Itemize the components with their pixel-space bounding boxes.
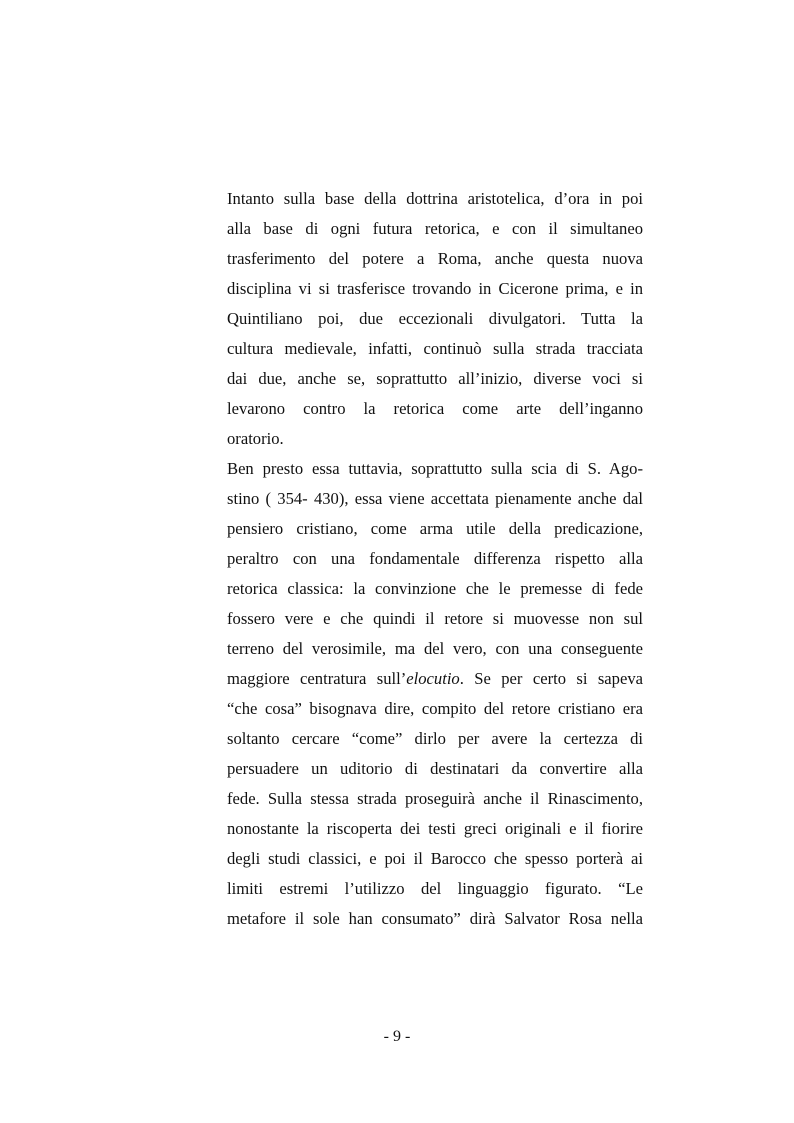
text-line: levarono contro la retorica come arte dell’inganno <box>227 399 643 418</box>
text-line: limiti estremi l’utilizzo del linguaggio figurato. “Le <box>227 879 643 898</box>
text-line: fossero vere e che quindi il retore si muovesse non sul <box>227 609 643 628</box>
text-line: Quintiliano poi, due eccezionali divulgatori. Tutta la <box>227 309 643 328</box>
text-line: persuadere un uditorio di destinatari da convertire alla <box>227 759 643 778</box>
text-line: peraltro con una fondamentale differenza rispetto alla <box>227 549 643 568</box>
text-line: maggiore centratura sull’elocutio. Se per certo si sapeva <box>227 669 643 688</box>
text-line: dai due, anche se, soprattutto all’inizio, diverse voci si <box>227 369 643 388</box>
text-line: alla base di ogni futura retorica, e con il simultaneo <box>227 219 643 238</box>
text-line: nonostante la riscoperta dei testi greci originali e il fiorire <box>227 819 643 838</box>
text-line: fede. Sulla stessa strada proseguirà anche il Rinascimento, <box>227 789 643 808</box>
paragraph <box>227 454 643 934</box>
text-line: oratorio. <box>227 429 284 448</box>
text-line: soltanto cercare “come” dirlo per avere la certezza di <box>227 729 643 748</box>
text-line: Intanto sulla base della dottrina aristotelica, d’ora in poi <box>227 189 643 208</box>
text-line: degli studi classici, e poi il Barocco che spesso porterà ai <box>227 849 643 868</box>
body-text <box>227 184 643 934</box>
text-line: stino ( 354- 430), essa viene accettata pienamente anche dal <box>227 489 643 508</box>
text-line: pensiero cristiano, come arma utile della predicazione, <box>227 519 643 538</box>
italic-term: elocutio <box>406 669 460 688</box>
text-line: metafore il sole han consumato” dirà Salvator Rosa nella <box>227 909 643 928</box>
text-line: “che cosa” bisognava dire, compito del retore cristiano era <box>227 699 643 718</box>
text-line: terreno del verosimile, ma del vero, con una conseguente <box>227 639 643 658</box>
text-line: trasferimento del potere a Roma, anche questa nuova <box>227 249 643 268</box>
paragraph <box>227 184 643 454</box>
text-line: Ben presto essa tuttavia, soprattutto sulla scia di S. Ago- <box>227 459 643 478</box>
text-line: retorica classica: la convinzione che le premesse di fede <box>227 579 643 598</box>
text-line: disciplina vi si trasferisce trovando in Cicerone prima, e in <box>227 279 643 298</box>
text-line: cultura medievale, infatti, continuò sulla strada tracciata <box>227 339 643 358</box>
page-number: - 9 - <box>383 1028 411 1045</box>
